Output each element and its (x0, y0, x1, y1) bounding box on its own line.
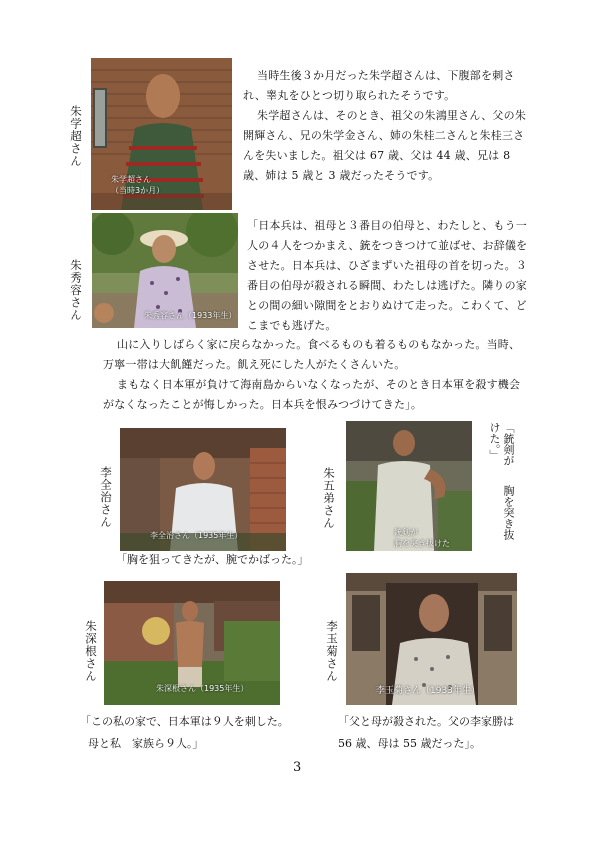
name-zhu-shengen: 朱深根さん (84, 620, 98, 683)
caption-zhu-shengen: 朱深根さん（1935年生） (156, 684, 249, 693)
caption-li-yuju: 李玉菊さん（1933年生） (376, 686, 480, 696)
photo-li-quanzhi (120, 428, 286, 551)
caption-zhu-xiurong: 朱秀容さん（1933年生） (144, 311, 237, 320)
quote-li-yuju-line-1: 「父と母が殺された。父の李家勝は (338, 715, 514, 728)
testimony-continued-1: 山に入りしばらく家に戻らなかった。食べるものも着るものもなかった。当時、万寧一帯は大飢饉だった。飢え死にした人がたくさんいた。 (103, 338, 521, 371)
photo-zhu-shengen (104, 581, 280, 705)
name-li-yuju: 李玉菊さん (325, 620, 339, 683)
name-zhu-wudi: 朱五弟さん (322, 467, 336, 530)
caption-zhu-wudi: 銃剣が 胸を突き抜けた (394, 528, 450, 548)
quote-zhu-shengen-line-2: 母と私 家族ら９人。」 (88, 737, 204, 750)
intro-paragraph-2: 朱学超さんは、そのとき、祖父の朱鴻里さん、父の朱開輝さん、兄の朱学金さん、姉の朱桂二さんと朱桂三さんを失いました。祖父は 67 歳、父は 44 歳、兄は 8 歳、姉は 5 歳と 3 歳だったそうです。 (243, 109, 527, 182)
page-number: 3 (293, 760, 302, 775)
caption-li-quanzhi: 李全治さん（1935年生） (150, 531, 243, 540)
name-zhu-xiurong: 朱秀容さん (69, 259, 83, 322)
photo-zhu-xuechao (91, 58, 232, 210)
caption-zhu-xuechao: 朱学超さん （当時3か月） (111, 175, 165, 195)
quote-zhu-wudi-line-3: 胸を突き抜 (502, 485, 515, 540)
name-li-quanzhi: 李全治さん (99, 466, 113, 529)
quote-zhu-wudi-line-1: 「銃剣が (502, 422, 515, 466)
photo-li-yuju (346, 573, 517, 705)
testimony-paragraph: 「日本兵は、祖母と３番目の伯母と、わたしと、もう一人の４人をつかまえ、銃をつきつけて並ばせ、お辞儀をさせた。日本兵は、ひざまずいた祖母の首を切った。３番目の伯母が殺される瞬間、わたしは逃げた。隣りの家との間の細い隙間をとおりぬけて走った。こわくて、どこまでも逃げた。 (247, 219, 528, 332)
photo-zhu-xiurong (92, 213, 238, 328)
testimony-continued-2: まもなく日本軍が負けて海南島からいなくなったが、そのとき日本軍を殺す機会がなくなったことが悔しかった。日本兵を恨みつづけてきた」。 (103, 378, 521, 411)
intro-paragraph-1: 当時生後３か月だった朱学超さんは、下腹部を刺され、睾丸をひとつ切り取られたそうです。 (243, 69, 515, 102)
quote-zhu-wudi-line-2: けた。」 (488, 422, 501, 461)
quote-li-yuju-line-2: 56 歳、母は 55 歳だった」。 (338, 737, 481, 750)
quote-li-quanzhi: 「胸を狙ってきたが、腕でかばった。」 (116, 553, 309, 566)
quote-zhu-shengen-line-1: 「この私の家で、日本軍は９人を刺した。 (80, 715, 289, 728)
photo-zhu-wudi (346, 421, 472, 551)
name-zhu-xuechao: 朱学超さん (69, 105, 83, 168)
